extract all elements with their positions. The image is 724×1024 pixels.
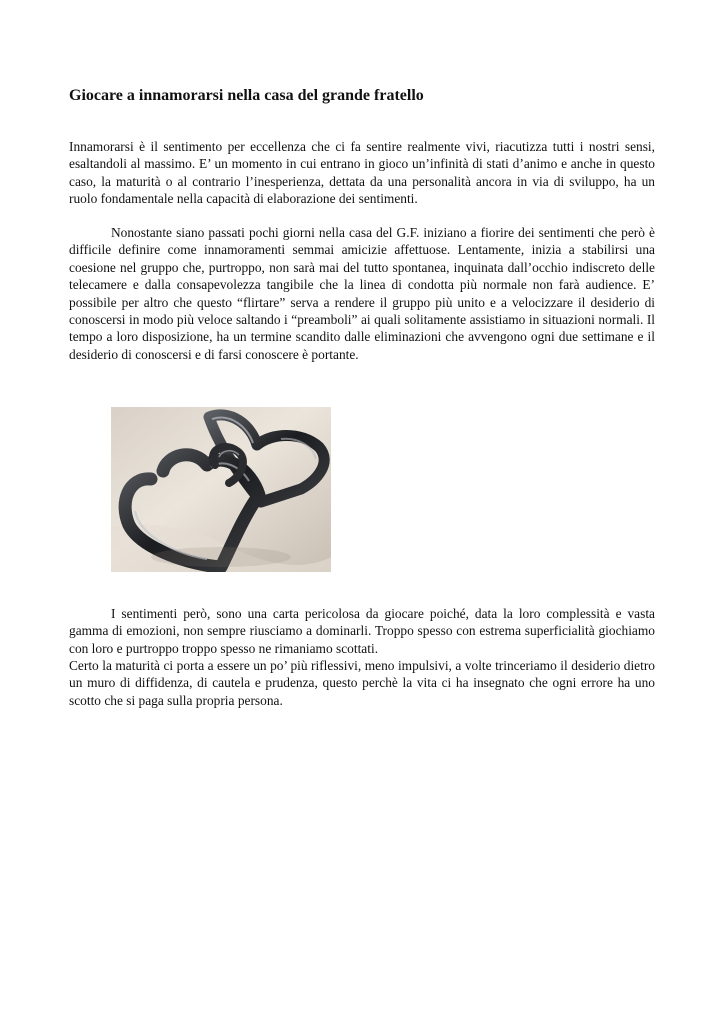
paragraph-big-brother: Nonostante siano passati pochi giorni nella casa del G.F. iniziano a fiorire dei sentimenti che però è difficile definire come innamoramenti semmai amicizie affettuose. Lentamente, inizia a stabilirsi una coesione nel gruppo che, purtroppo, non sarà mai del tutto spontanea, inquinata dall’occhio indiscreto delle telecamere e dalla consapevolezza tangibile che la linea di condotta più normale non farà audience. E’ possibile per altro che questo “flirtare” serva a rendere il gruppo più unito e a velocizzare il desiderio di conoscersi in modo più veloce saltando i “preamboli” ai quali solitamente assistiamo in situazioni normali. Il tempo a loro disposizione, ha un termine scandito dalle eliminazioni che avvengono ogni due settimane e il desiderio di conoscersi e di farsi conoscere è portante. <box>69 225 655 362</box>
paragraph-feelings: I sentimenti però, sono una carta pericolosa da giocare poiché, data la loro complessità e vasta gamma di emozioni, non sempre riusciamo a dominarli. Troppo spesso con estrema superficialità giochiamo con loro e purtroppo troppo spesso ne rimaniamo scottati. <box>69 606 655 656</box>
document-title: Giocare a innamorarsi nella casa del grande fratello <box>69 87 424 104</box>
paragraph-intro: Innamorarsi è il sentimento per eccellenza che ci fa sentire realmente vivi, riacutizza tutti i nostri sensi, esaltandoli al massimo. E’ un momento in cui entrano in gioco un’infinità di stati d’animo e anche in questo caso, la maturità o al contrario l’inesperienza, dettata da una personalità ancora in via di sviluppo, ha un ruolo fondamentale nella capacità di elaborazione dei sentimenti. <box>69 139 655 207</box>
intertwined-hearts-photo <box>111 407 331 572</box>
paragraph-maturity: Certo la maturità ci porta a essere un po’ più riflessivi, meno impulsivi, a volte trinceriamo il desiderio dietro un muro di diffidenza, di cautela e prudenza, questo perchè la vita ci ha insegnato che ogni errore ha uno scotto che si paga sulla propria persona. <box>69 658 655 708</box>
